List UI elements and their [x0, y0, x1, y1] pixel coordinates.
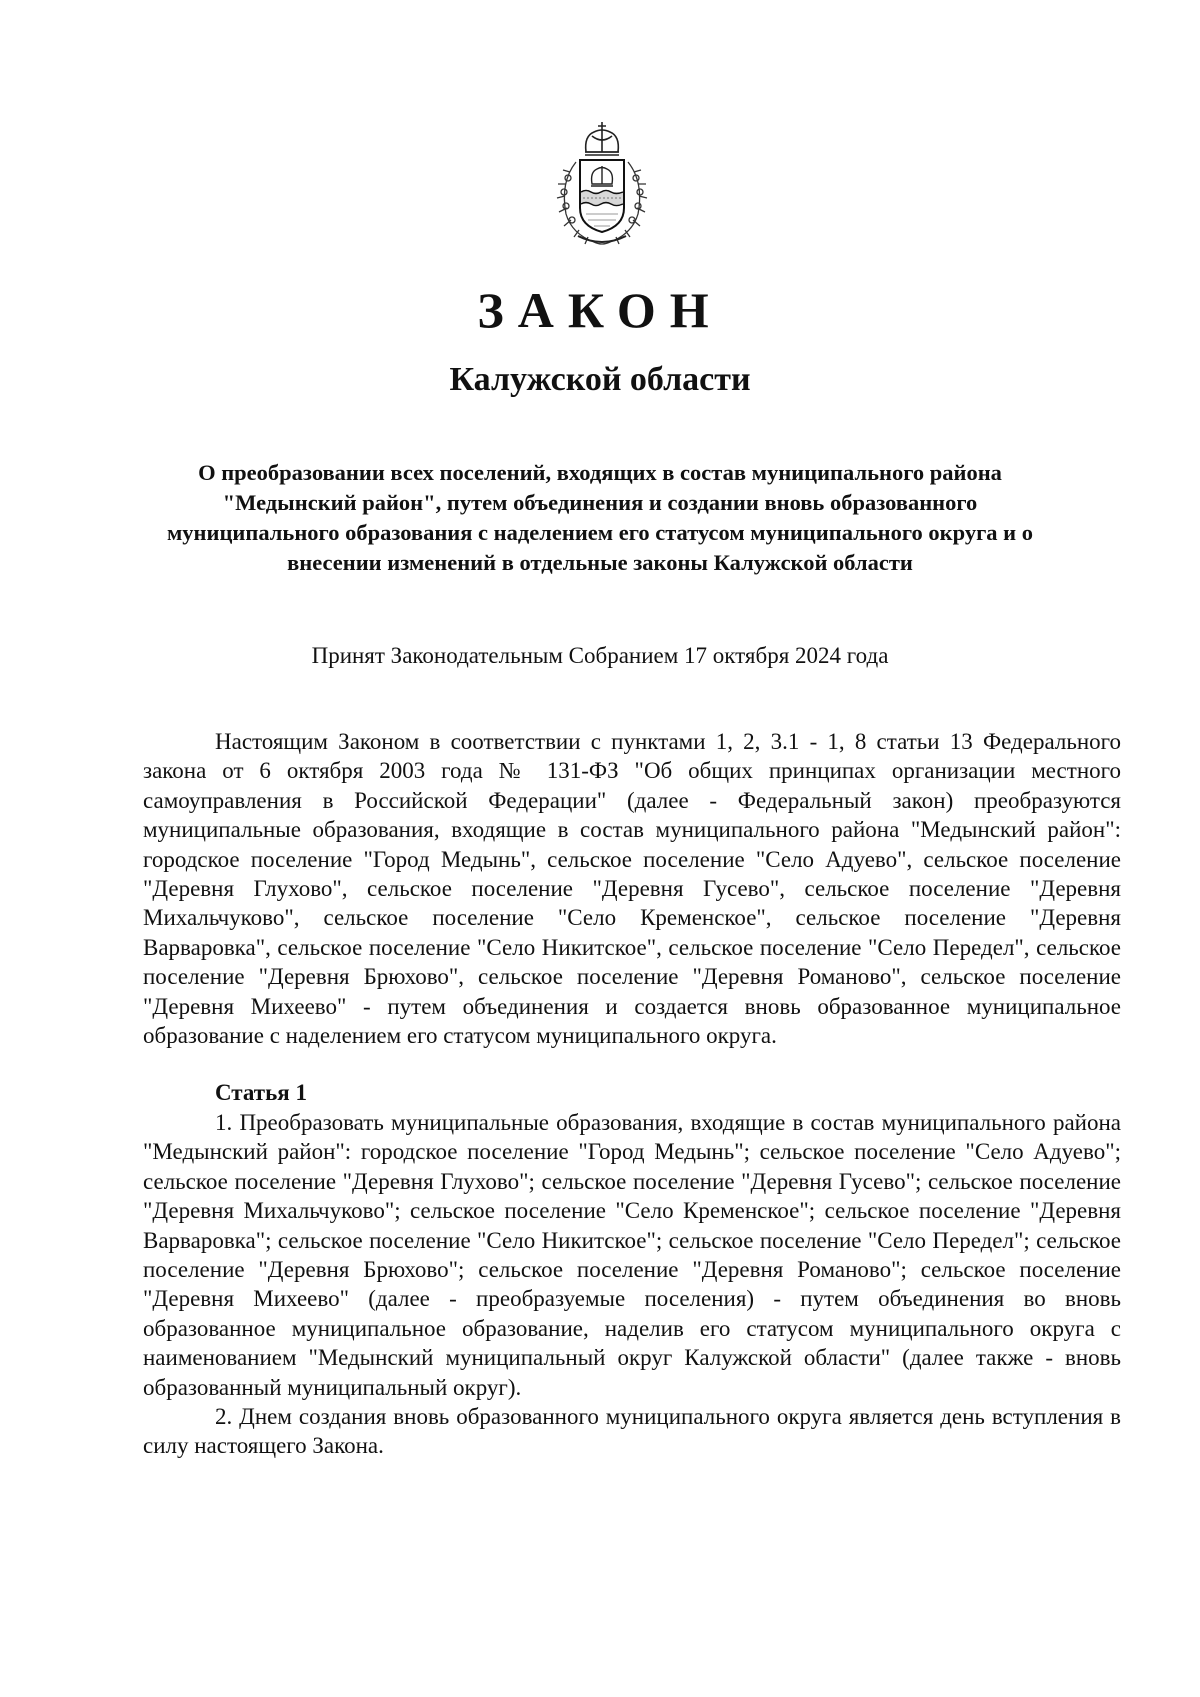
kaluga-region-coat-of-arms-icon [550, 122, 654, 248]
article-1-item-1: 1. Преобразовать муниципальные образования, входящие в состав муниципального района "Медынский район": городское поселение "Город Медынь"; сельское поселение "Село Адуево"; сельское поселение "Деревня Глухово"; сельское поселение "Деревня Гусево"; сельское поселение "Деревня Михальчуково"; сельское поселение "Село Кременское"; сельское поселение "Деревня Варваровка"; сельское поселение "Село Никитское"; сельское поселение "Село Передел"; сельское поселение "Деревня Брюхово"; сельское поселение "Деревня Романово"; сельское поселение "Деревня Михеево" (далее - преобразуемые поселения) - путем объединения во вновь образованное муниципальное образование, наделив его статусом муниципального округа с наименованием "Медынский муниципальный округ Калужской области" (далее также - вновь образованный муниципальный округ). [143, 1109, 1121, 1400]
adoption-date: Принят Законодательным Собранием 17 октября 2024 года [311, 643, 889, 668]
law-name: О преобразовании всех поселений, входящих в состав муниципального района "Медынский район", путем объединения и создании вновь образованного муниципального образования с наделением его статусом муниципального округа и о внесении изменений в отдельные законы Калужской области [166, 460, 1034, 575]
preamble-paragraph: Настоящим Законом в соответствии с пунктами 1, 2, 3.1 - 1, 8 статьи 13 Федерального закона от 6 октября 2003 года № 131-ФЗ "Об общих принципах организации местного самоуправления в Российской Федерации" (далее - Федеральный закон) преобразуются муниципальные образования, входящие в состав муниципального района "Медынский район": городское поселение "Город Медынь", сельское поселение "Село Адуево", сельское поселение "Деревня Глухово", сельское поселение "Деревня Гусево", сельское поселение "Деревня Михальчуково", сельское поселение "Село Кременское", сельское поселение "Деревня Варваровка", сельское поселение "Село Никитское", сельское поселение "Село Передел", сельское поселение "Деревня Брюхово", сельское поселение "Деревня Романово", сельское поселение "Деревня Михеево" - путем объединения и создается вновь образованное муниципальное образование с наделением его статусом муниципального округа. [143, 729, 1121, 1049]
document-title: ЗАКОН [477, 282, 723, 338]
article-1-heading: Статья 1 [215, 1080, 307, 1106]
article-1-item-2: 2. Днем создания вновь образованного муниципального округа является день вступления в силу настоящего Закона. [143, 1403, 1121, 1459]
document-subtitle: Калужской области [449, 361, 751, 398]
document-body [143, 727, 1121, 1461]
